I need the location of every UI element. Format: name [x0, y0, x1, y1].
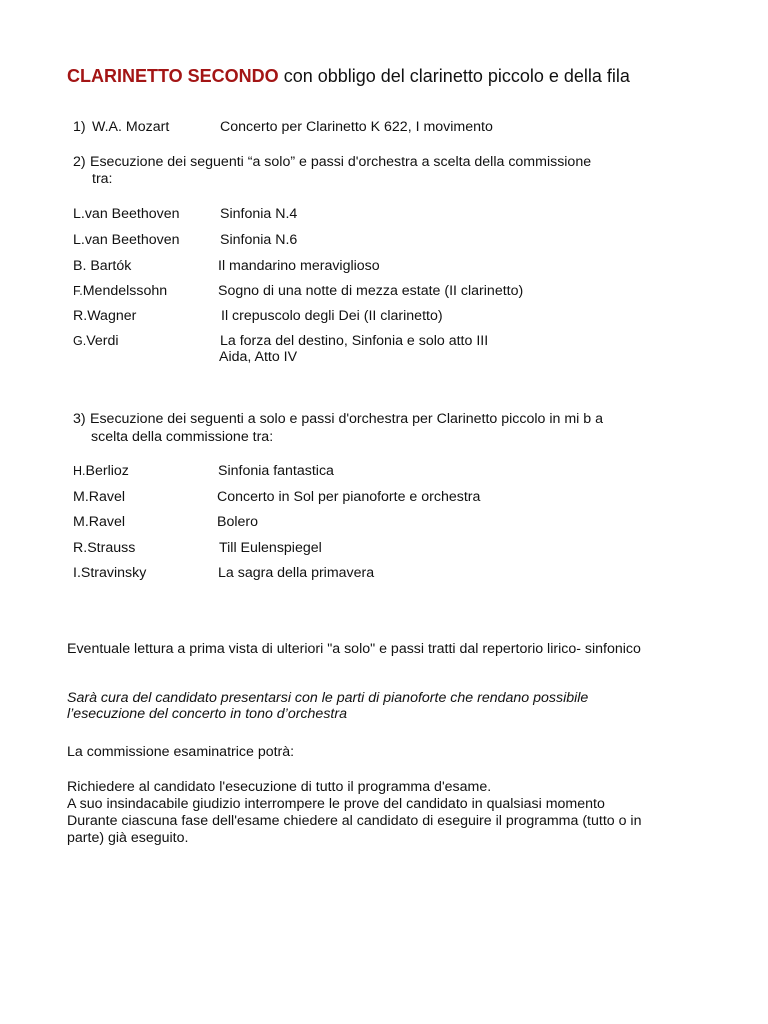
section2-item-work-continued: Aida, Atto IV	[219, 349, 298, 365]
composer-initial: F.	[73, 284, 83, 298]
section2-item-composer: R.Wagner	[73, 308, 137, 324]
section2-item-composer: B. Bartók	[73, 258, 132, 274]
section3-item-work: Bolero	[217, 514, 259, 530]
section3-item-work: Till Eulenspiegel	[219, 540, 322, 556]
section2-item-work: Sinfonia N.4	[220, 206, 298, 222]
sight-reading-note: Eventuale lettura a prima vista di ulteriori "a solo" e passi tratti dal repertorio lirico- sinfonico	[67, 641, 641, 657]
section2-number: 2)	[73, 154, 86, 170]
section1-composer: W.A. Mozart	[92, 119, 170, 135]
commission-line: A suo insindacabile giudizio interrompere le prove del candidato in qualsiasi momento	[67, 796, 605, 812]
section2-item-work: Sogno di una notte di mezza estate (II clarinetto)	[218, 283, 524, 299]
section2-item-work: La forza del destino, Sinfonia e solo atto III	[220, 333, 489, 349]
section2-heading-line1: Esecuzione dei seguenti “a solo” e passi d'orchestra a scelta della commissione	[90, 154, 592, 170]
composer-surname: Berlioz	[85, 463, 129, 479]
section3-item-composer: R.Strauss	[73, 540, 136, 556]
commission-line: Durante ciascuna fase dell'esame chiedere al candidato di eseguire il programma (tutto o in	[67, 813, 642, 829]
section3-heading-line1: Esecuzione dei seguenti a solo e passi d'orchestra per Clarinetto piccolo in mi b a	[90, 411, 603, 427]
section3-item-composer: M.Ravel	[73, 514, 126, 530]
section3-item-composer	[73, 463, 129, 480]
composer-surname: Mendelssohn	[82, 283, 168, 299]
section2-heading-line2: tra:	[92, 171, 113, 187]
page-title	[67, 66, 630, 87]
candidate-note-line1: Sarà cura del candidato presentarsi con le parti di pianoforte che rendano possibile	[67, 690, 589, 706]
section2-item-work: Il crepuscolo degli Dei (II clarinetto)	[221, 308, 443, 324]
commission-line: parte) già eseguito.	[67, 830, 189, 846]
section2-item-work: Il mandarino meraviglioso	[218, 258, 380, 274]
composer-initial: G.	[73, 334, 87, 348]
section1-work: Concerto per Clarinetto K 622, I movimento	[220, 119, 493, 135]
section2-item-composer	[73, 283, 167, 300]
section3-item-work: Concerto in Sol per pianoforte e orchestra	[217, 489, 481, 505]
section3-item-composer: I.Stravinsky	[73, 565, 147, 581]
commission-line: Richiedere al candidato l'esecuzione di tutto il programma d'esame.	[67, 779, 492, 795]
composer-initial: H.	[73, 464, 86, 478]
composer-surname: Verdi	[86, 333, 119, 349]
section2-item-composer	[73, 333, 119, 350]
section3-heading-line2: scelta della commissione tra:	[91, 429, 274, 445]
title-accent: CLARINETTO SECONDO	[67, 66, 279, 86]
title-rest: con obbligo del clarinetto piccolo e della fila	[283, 66, 630, 86]
section2-item-work: Sinfonia N.6	[220, 232, 298, 248]
section3-number: 3)	[73, 411, 86, 427]
section3-item-work: La sagra della primavera	[218, 565, 375, 581]
section2-item-composer: L.van Beethoven	[73, 206, 180, 222]
section2-item-composer: L.van Beethoven	[73, 232, 180, 248]
section3-item-work: Sinfonia fantastica	[218, 463, 334, 479]
candidate-note-line2: l’esecuzione del concerto in tono d’orchestra	[67, 706, 347, 722]
section1-number: 1)	[73, 119, 86, 135]
commission-intro: La commissione esaminatrice potrà:	[67, 744, 295, 760]
section3-item-composer: M.Ravel	[73, 489, 126, 505]
